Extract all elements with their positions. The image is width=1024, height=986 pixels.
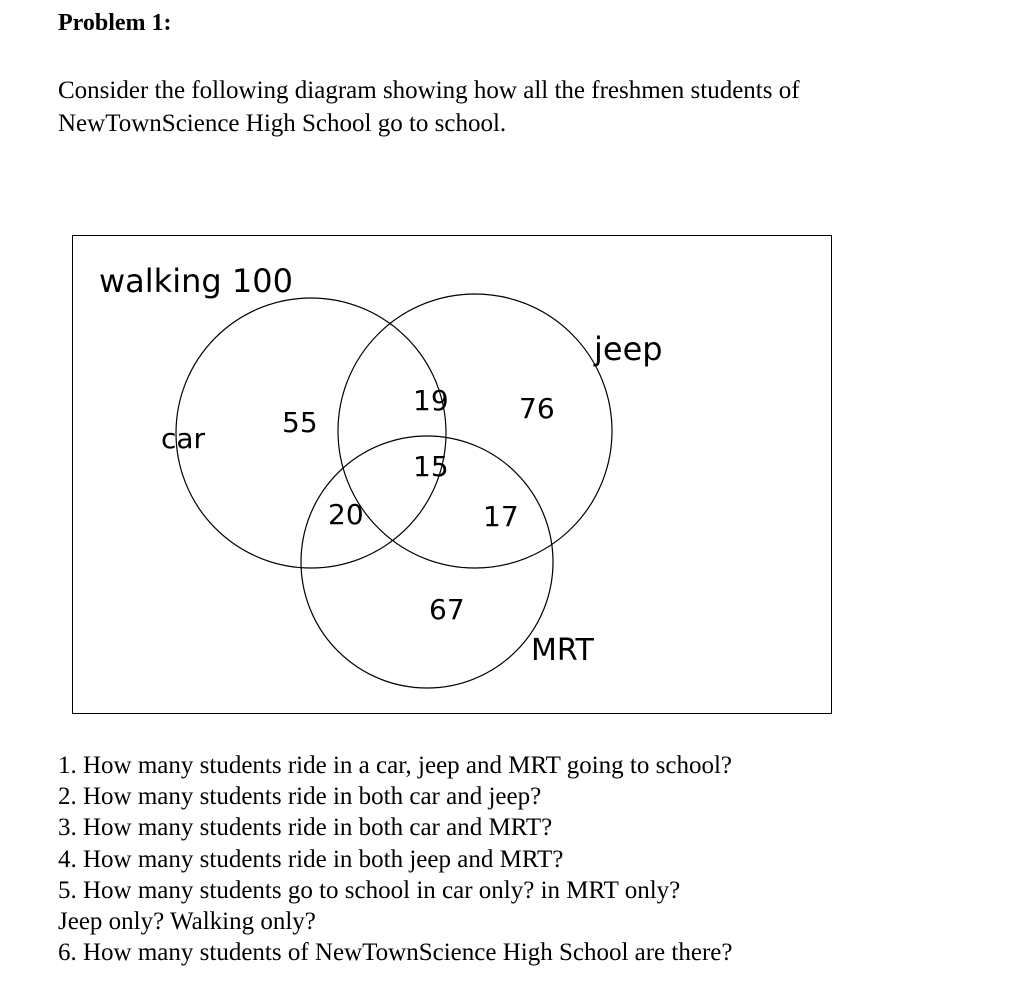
question-5-line-1: 5. How many students go to school in car only? in MRT only?	[58, 876, 681, 904]
question-4: 4. How many students ride in both jeep and MRT?	[58, 845, 564, 873]
jeep-circle	[338, 294, 612, 568]
question-3: 3. How many students ride in both car and MRT?	[58, 814, 553, 842]
walking-label: walking 100	[99, 262, 293, 300]
jeep-label: jeep	[594, 330, 663, 368]
region-jeep-only: 76	[519, 392, 555, 425]
region-mrt-only: 67	[429, 593, 465, 626]
question-6: 6. How many students of NewTownScience High School are there?	[58, 939, 733, 967]
venn-diagram	[73, 236, 833, 715]
venn-diagram-frame	[72, 235, 832, 714]
region-jeep-mrt: 17	[483, 500, 519, 533]
region-car-mrt: 20	[328, 498, 364, 531]
question-list	[58, 750, 978, 968]
mrt-label: MRT	[531, 633, 594, 668]
region-all-three: 15	[413, 450, 449, 483]
car-label: car	[161, 422, 206, 455]
question-2: 2. How many students ride in both car and jeep?	[58, 783, 542, 811]
region-car-jeep: 19	[413, 384, 449, 417]
region-car-only: 55	[282, 406, 318, 439]
problem-intro: Consider the following diagram showing how all the freshmen students of NewTownScience High School go to school.	[58, 77, 800, 137]
problem-heading: Problem 1:	[58, 10, 172, 36]
question-1: 1. How many students ride in a car, jeep and MRT going to school?	[58, 752, 732, 779]
question-5-line-2: Jeep only? Walking only?	[58, 908, 316, 936]
